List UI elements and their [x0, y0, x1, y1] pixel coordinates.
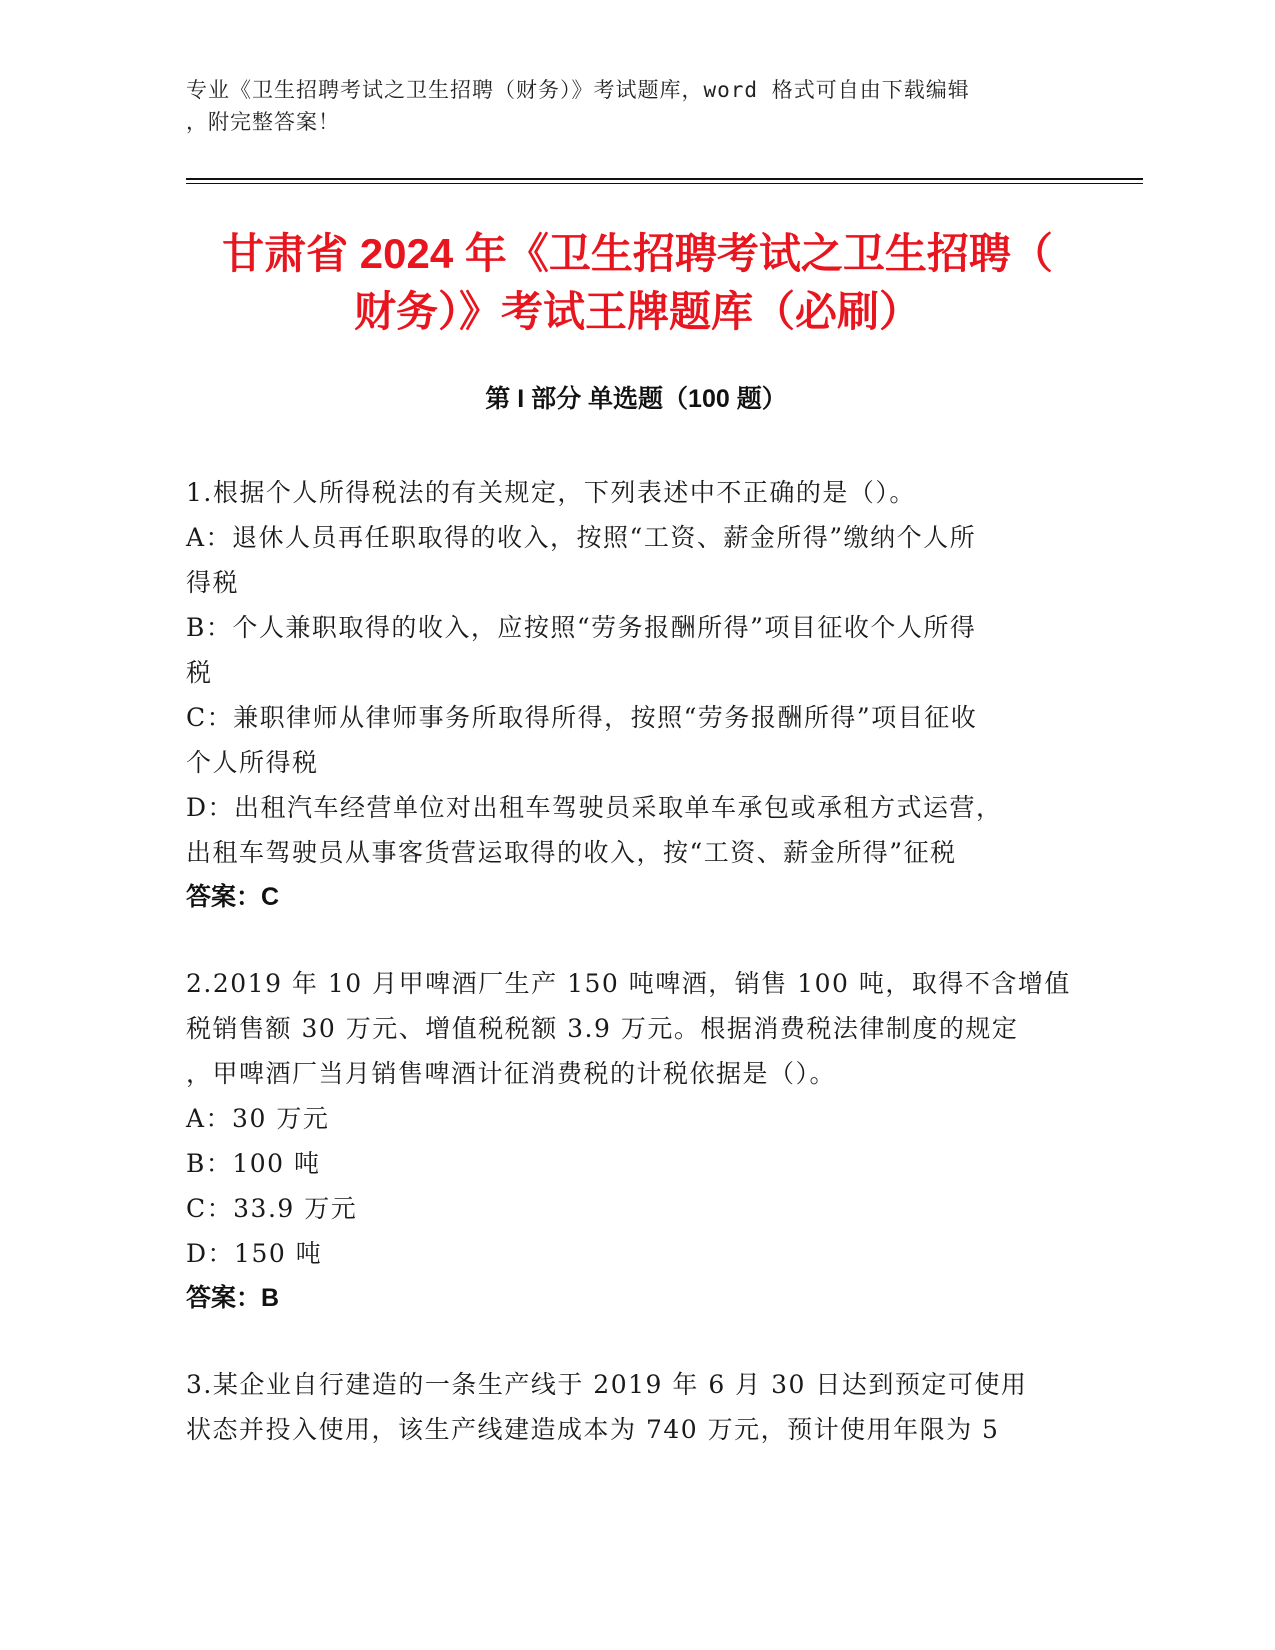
- question-option-line: D：出租汽车经营单位对出租车驾驶员采取单车承包或承租方式运营，: [186, 793, 1003, 822]
- question-item: [186, 961, 1076, 1321]
- question-option-line: D：150 吨: [186, 1239, 323, 1268]
- question-option-line: C：33.9 万元: [186, 1194, 358, 1223]
- question-option-line: 得税: [186, 568, 240, 597]
- question-item: [186, 470, 1076, 920]
- question-option-line: 税: [186, 658, 213, 687]
- question-option-line: A：30 万元: [186, 1104, 330, 1133]
- question-stem-line: 2.2019 年 10 月甲啤酒厂生产 150 吨啤酒，销售 100 吨，取得不含增值: [186, 969, 1071, 998]
- question-option-line: 个人所得税: [186, 748, 319, 777]
- question-option-line: C：兼职律师从律师事务所取得所得，按照“劳务报酬所得”项目征收: [186, 703, 978, 732]
- question-item: [186, 1362, 1076, 1452]
- document-title: [150, 225, 1125, 341]
- question-option-line: A：退休人员再任职取得的收入，按照“工资、薪金所得”缴纳个人所: [186, 523, 977, 552]
- question-option: [186, 1141, 1076, 1186]
- question-option: [186, 695, 1076, 785]
- question-option: [186, 1096, 1076, 1141]
- question-answer: 答案：B: [186, 1284, 280, 1312]
- question-option: [186, 605, 1076, 695]
- question-option-line: B：100 吨: [186, 1149, 321, 1178]
- document-title-line-2: 财务）》考试王牌题库（必刷）: [353, 288, 921, 335]
- question-option-line: B：个人兼职取得的收入，应按照“劳务报酬所得”项目征收个人所得: [186, 613, 977, 642]
- document-title-line-1: 甘肃省 2024 年《卫生招聘考试之卫生招聘（: [222, 230, 1053, 277]
- question-option: [186, 1186, 1076, 1231]
- question-answer: 答案：C: [186, 883, 280, 911]
- question-option: [186, 1231, 1076, 1276]
- question-option: [186, 785, 1076, 875]
- header-divider-thin: [186, 183, 1143, 184]
- question-stem-line: 税销售额 30 万元、增值税税额 3.9 万元。根据消费税法律制度的规定: [186, 1014, 1019, 1043]
- header-divider-thick: [186, 178, 1143, 180]
- question-option: [186, 515, 1076, 605]
- header-note-line-1: 专业《卫生招聘考试之卫生招聘（财务）》考试题库，word 格式可自由下载编辑: [186, 78, 970, 102]
- question-list: [186, 470, 1076, 1493]
- question-stem-line: 1.根据个人所得税法的有关规定，下列表述中不正确的是（）。: [186, 478, 916, 507]
- question-stem-line: 3.某企业自行建造的一条生产线于 2019 年 6 月 30 日达到预定可使用: [186, 1370, 1028, 1399]
- question-stem-line: 状态并投入使用，该生产线建造成本为 740 万元，预计使用年限为 5: [186, 1415, 1000, 1444]
- header-note-line-2: ，附完整答案！: [186, 110, 340, 134]
- question-stem-line: ，甲啤酒厂当月销售啤酒计征消费税的计税依据是（）。: [186, 1059, 837, 1088]
- question-option-line: 出租车驾驶员从事客货营运取得的收入，按“工资、薪金所得”征税: [186, 838, 957, 867]
- section-title: 第 I 部分 单选题（100 题）: [485, 385, 787, 413]
- header-note: [186, 74, 1086, 138]
